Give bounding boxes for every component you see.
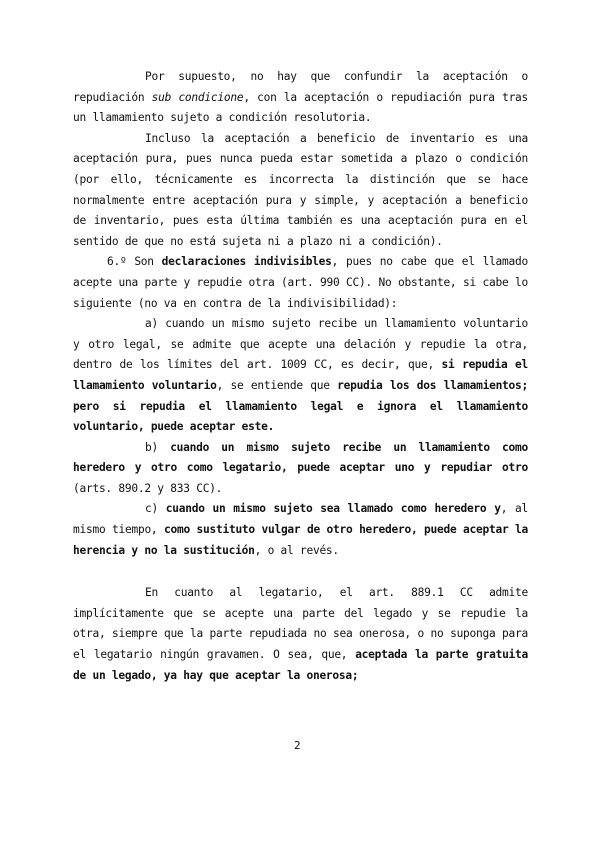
paragraph-item-b xyxy=(73,438,528,500)
text-run: c) xyxy=(145,502,166,516)
document-body xyxy=(73,67,528,686)
text-run: 6.º Son xyxy=(107,255,162,269)
bold-text: cuando un mismo sujeto sea llamado como heredero y xyxy=(165,502,501,516)
bold-text: si repudia el llamamiento voluntario xyxy=(73,358,529,392)
text-run: , con la aceptación o repudiación pura tras un llamamiento sujeto a condición resolutoria. xyxy=(73,90,529,125)
paragraph-item-c xyxy=(73,499,528,561)
text-run: b) xyxy=(145,440,171,454)
text-run: , al mismo tiempo, xyxy=(73,502,528,537)
paragraph-beneficio-inventario xyxy=(73,129,528,253)
text-run: (arts. 890.2 y 833 CC). xyxy=(73,481,223,495)
paragraph-spacer xyxy=(73,561,528,583)
page-number: 2 xyxy=(294,739,301,752)
paragraph-item-a xyxy=(73,314,528,438)
paragraph-sub-condicione xyxy=(73,67,528,129)
bold-text: aceptada la parte gratuita de un legado, ya hay que aceptar la onerosa; xyxy=(73,648,529,682)
bold-text: como sustituto vulgar de otro heredero, puede aceptar la herencia y no la sustitución xyxy=(73,523,528,557)
italic-text: sub condicione xyxy=(151,90,244,104)
text-run: , se entiende que xyxy=(216,378,338,392)
paragraph-declaraciones-indivisibles xyxy=(73,252,528,314)
bold-text: declaraciones indivisibles xyxy=(161,255,332,269)
text-run: , pues no cabe que el llamado acepte una parte y repudie otra (art. 990 CC). No obstante, si cabe lo siguiente (no va en contra de la indivisibilidad): xyxy=(73,255,528,310)
text-run: En cuanto al legatario, el art. 889.1 CC admite implícitamente que se acepte una parte del legado y se repudie la otra, siempre que la parte repudiada no sea onerosa, o no suponga para el legatario ningún gravamen. O sea, que, xyxy=(73,586,528,662)
text-run: Por supuesto, no hay que confundir la aceptación o repudiación xyxy=(73,70,528,104)
text-run: Incluso la aceptación a beneficio de inventario es una aceptación pura, pues nunca pueda estar sometida a plazo o condición (por ello, técnicamente es incorrecta la distinción que se hace normalmente entre aceptación pura y simple, y aceptación a beneficio de inventario, pues esta última también es una aceptación pura en el sentido de que no está sujeta ni a plazo ni a condición). xyxy=(73,131,528,248)
text-run: a) cuando un mismo sujeto recibe un llamamiento voluntario y otro legal, se admite que acepte una delación y repudie la otra, dentro de los límites del art. 1009 CC, es decir, que, xyxy=(73,317,528,372)
text-run: , o al revés. xyxy=(254,543,339,557)
bold-text: cuando un mismo sujeto recibe un llamamiento como heredero y otro como legatario, puede aceptar uno y repudiar otro xyxy=(73,440,528,475)
bold-text: repudia los dos llamamientos; pero si repudia el llamamiento legal e ignora el llamamiento voluntario, puede aceptar este. xyxy=(73,378,528,434)
paragraph-legatario xyxy=(73,583,528,686)
